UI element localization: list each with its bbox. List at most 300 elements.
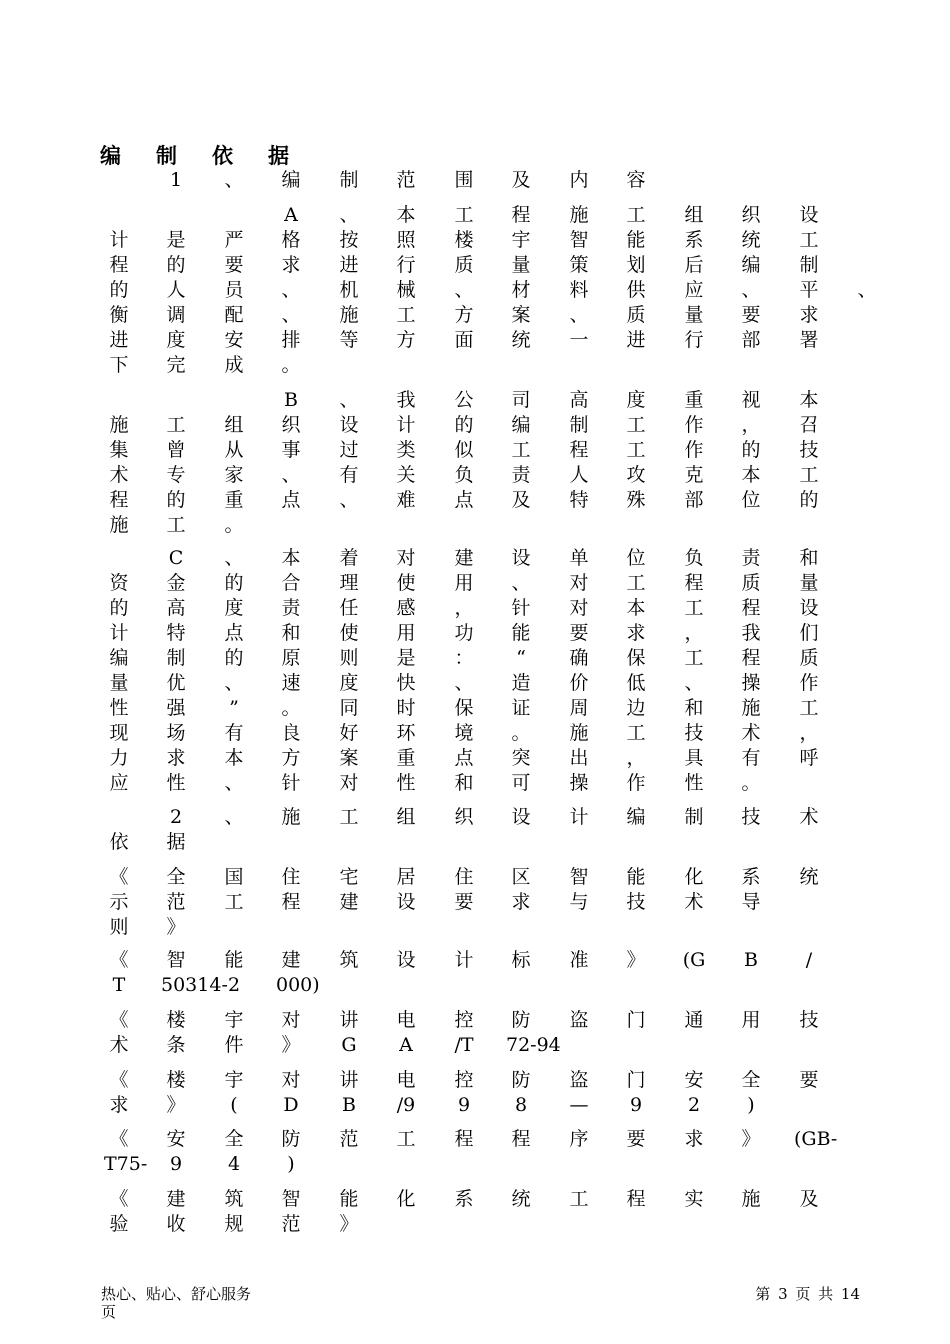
text-glyph: 建 (166, 1188, 186, 1210)
text-glyph: 和 (799, 547, 819, 569)
text-glyph: 专 (166, 464, 186, 486)
text-glyph: 能 (339, 1188, 359, 1210)
text-glyph: 和 (281, 622, 301, 644)
text-glyph: ， (626, 747, 646, 769)
text-glyph: 可 (511, 772, 531, 794)
text-glyph: 料 (569, 279, 589, 301)
text-glyph: 》 (626, 949, 646, 971)
text-glyph: 要 (569, 622, 589, 644)
text-glyph: 程 (569, 439, 589, 461)
text-glyph: 求 (109, 1094, 129, 1116)
text-glyph: 。 (224, 514, 244, 536)
text-glyph: /9 (396, 1094, 416, 1116)
text-glyph: 统 (511, 329, 531, 351)
text-glyph: 电 (396, 1069, 416, 1091)
text-glyph: 量 (511, 254, 531, 276)
text-glyph: 、 (684, 672, 704, 694)
text-glyph: 工 (626, 204, 646, 226)
text-glyph: 术 (741, 722, 761, 744)
text-glyph: 、 (281, 279, 301, 301)
text-glyph: 、 (281, 304, 301, 326)
text-glyph: 楼 (166, 1009, 186, 1031)
text-glyph: 《 (109, 1069, 129, 1091)
text-glyph: 示 (109, 891, 129, 913)
text-glyph: 量 (799, 572, 819, 594)
text-glyph: 工 (396, 304, 416, 326)
text-glyph: 、 (224, 169, 244, 191)
text-glyph: 防 (281, 1128, 301, 1150)
text-glyph: 针 (281, 772, 301, 794)
text-glyph: 对 (281, 1009, 301, 1031)
text-glyph: 编 (626, 806, 646, 828)
text-glyph: 有 (741, 747, 761, 769)
text-glyph: 则 (109, 916, 129, 938)
text-glyph: 资 (109, 572, 129, 594)
text-glyph: 2 (169, 806, 183, 828)
text-glyph: 性 (396, 772, 416, 794)
text-glyph: 、 (281, 464, 301, 486)
text-line (0, 771, 950, 796)
text-glyph: 度 (224, 597, 244, 619)
text-glyph: 序 (569, 1128, 589, 1150)
text-line (0, 805, 950, 830)
text-glyph: 低 (626, 672, 646, 694)
text-glyph: 完 (166, 354, 186, 376)
text-glyph: A (399, 1034, 413, 1056)
text-glyph: 验 (109, 1213, 129, 1235)
text-glyph: ” (229, 697, 239, 719)
text-glyph: 出 (569, 747, 589, 769)
text-glyph: (G (682, 949, 706, 971)
text-glyph: 时 (396, 697, 416, 719)
text-glyph: 容 (626, 169, 646, 191)
text-glyph: 统 (799, 866, 819, 888)
text-glyph: 、 (339, 204, 359, 226)
text-glyph: 格 (281, 229, 301, 251)
text-glyph: 边 (626, 697, 646, 719)
text-glyph: 负 (684, 547, 704, 569)
text-glyph: 4 (227, 1153, 241, 1175)
text-glyph: 求 (626, 622, 646, 644)
text-glyph: 后 (684, 254, 704, 276)
text-glyph: 位 (741, 489, 761, 511)
text-glyph: 方 (396, 329, 416, 351)
text-glyph: 事 (281, 439, 301, 461)
text-glyph: 责 (511, 464, 531, 486)
text-glyph: 智 (569, 866, 589, 888)
text-glyph: 视 (741, 389, 761, 411)
text-glyph: 成 (224, 354, 244, 376)
text-line (0, 388, 950, 413)
text-line (0, 915, 950, 940)
text-glyph: 家 (224, 464, 244, 486)
text-glyph: 操 (741, 672, 761, 694)
text-glyph: 们 (799, 622, 819, 644)
text-line (0, 513, 950, 538)
text-glyph: 我 (741, 622, 761, 644)
text-glyph: 作 (684, 414, 704, 436)
text-line (0, 571, 950, 596)
text-glyph: 楼 (166, 1069, 186, 1091)
text-glyph: 工 (166, 514, 186, 536)
text-glyph: 区 (511, 866, 531, 888)
text-glyph: 织 (454, 806, 474, 828)
text-glyph: 施 (339, 304, 359, 326)
text-glyph: 重 (396, 747, 416, 769)
text-glyph: 案 (511, 304, 531, 326)
text-glyph: 的 (224, 647, 244, 669)
text-glyph: 、 (224, 672, 244, 694)
text-glyph: 要 (626, 1128, 646, 1150)
text-glyph: 技 (741, 806, 761, 828)
text-glyph: 施 (741, 1188, 761, 1210)
text-glyph: 1 (169, 169, 183, 191)
text-glyph: 殊 (626, 489, 646, 511)
text-glyph: 计 (109, 622, 129, 644)
text-glyph: 编 (109, 647, 129, 669)
text-glyph: 全 (224, 1128, 244, 1150)
text-glyph: 用 (396, 622, 416, 644)
text-glyph: 负 (454, 464, 474, 486)
text-glyph: 针 (511, 597, 531, 619)
text-glyph: ， (684, 622, 704, 644)
text-glyph: 宇 (224, 1069, 244, 1091)
text-glyph: 排 (281, 329, 301, 351)
text-glyph: 施 (569, 204, 589, 226)
text-glyph: 组 (224, 414, 244, 436)
text-glyph: 性 (684, 772, 704, 794)
text-glyph: 据 (166, 831, 186, 853)
text-glyph: 编 (281, 169, 301, 191)
text-line (0, 253, 950, 278)
text-glyph: 。 (281, 697, 301, 719)
text-glyph: 和 (454, 772, 474, 794)
text-line (0, 1068, 950, 1093)
text-glyph: 集 (109, 439, 129, 461)
text-line (0, 328, 950, 353)
text-glyph: 50314- (161, 974, 228, 996)
text-glyph: 好 (339, 722, 359, 744)
text-glyph: 化 (396, 1188, 416, 1210)
text-glyph: 居 (396, 866, 416, 888)
text-glyph: 、 (857, 279, 877, 301)
text-glyph: 的 (109, 597, 129, 619)
text-glyph: 应 (109, 772, 129, 794)
text-glyph: 求 (799, 304, 819, 326)
text-glyph: 2 (687, 1094, 701, 1116)
text-glyph: 位 (626, 547, 646, 569)
text-glyph: 部 (741, 329, 761, 351)
text-glyph: 按 (339, 229, 359, 251)
text-glyph: 通 (684, 1009, 704, 1031)
text-glyph: 照 (396, 229, 416, 251)
text-glyph: 盗 (569, 1009, 589, 1031)
text-glyph: 本 (281, 547, 301, 569)
text-glyph: 9 (169, 1153, 183, 1175)
text-glyph: 面 (454, 329, 474, 351)
text-glyph: 程 (109, 254, 129, 276)
text-glyph: 机 (339, 279, 359, 301)
text-glyph: 要 (799, 1069, 819, 1091)
text-glyph: 价 (569, 672, 589, 694)
text-glyph: 防 (511, 1009, 531, 1031)
text-glyph: 性 (166, 772, 186, 794)
text-glyph: 安 (224, 329, 244, 351)
text-glyph: 特 (166, 622, 186, 644)
text-glyph: 讲 (339, 1009, 359, 1031)
text-glyph: 、 (511, 572, 531, 594)
text-glyph: 8 (514, 1094, 528, 1116)
text-glyph: 工 (684, 647, 704, 669)
text-line (0, 1187, 950, 1212)
text-line (0, 278, 950, 303)
text-glyph: 点 (224, 622, 244, 644)
text-glyph: 划 (626, 254, 646, 276)
text-glyph: 重 (224, 489, 244, 511)
text-glyph: 要 (454, 891, 474, 913)
text-line (0, 303, 950, 328)
text-glyph: 《 (109, 866, 129, 888)
text-glyph: 国 (224, 866, 244, 888)
text-line (0, 621, 950, 646)
text-glyph: 》 (281, 1034, 301, 1056)
text-glyph: 工 (799, 229, 819, 251)
text-glyph: 。 (741, 772, 761, 794)
text-glyph: 速 (281, 672, 301, 694)
text-glyph: 策 (569, 254, 589, 276)
text-glyph: 证 (511, 697, 531, 719)
text-glyph: 楼 (454, 229, 474, 251)
text-glyph: 技 (626, 891, 646, 913)
text-glyph: 着 (339, 547, 359, 569)
text-glyph: 安 (166, 1128, 186, 1150)
text-glyph: 高 (569, 389, 589, 411)
text-glyph: 高 (166, 597, 186, 619)
text-glyph: 有 (339, 464, 359, 486)
text-glyph: 衡 (109, 304, 129, 326)
text-line (0, 1152, 950, 1177)
text-glyph: 统 (741, 229, 761, 251)
text-glyph: B (744, 949, 758, 971)
text-glyph: 智 (281, 1188, 301, 1210)
text-glyph: 设 (396, 949, 416, 971)
text-glyph: 收 (166, 1213, 186, 1235)
section-heading: 编制依据 (100, 143, 324, 168)
text-glyph: 全 (741, 1069, 761, 1091)
text-glyph: 施 (109, 514, 129, 536)
text-glyph: 化 (684, 866, 704, 888)
text-glyph: 行 (684, 329, 704, 351)
text-glyph: 编 (511, 414, 531, 436)
text-glyph: 建 (339, 891, 359, 913)
text-glyph: 攻 (626, 464, 646, 486)
text-glyph: 计 (396, 414, 416, 436)
text-glyph: 计 (454, 949, 474, 971)
text-glyph: 同 (339, 697, 359, 719)
text-glyph: 的 (799, 489, 819, 511)
text-glyph: 点 (454, 747, 474, 769)
text-glyph: 司 (511, 389, 531, 411)
text-glyph: 、 (224, 806, 244, 828)
text-glyph: 进 (109, 329, 129, 351)
text-glyph: 系 (684, 229, 704, 251)
text-glyph: /T (454, 1034, 474, 1056)
text-glyph: 工 (626, 439, 646, 461)
text-glyph: 确 (569, 647, 589, 669)
text-glyph: 对 (281, 1069, 301, 1091)
text-line (0, 546, 950, 571)
text-line (0, 228, 950, 253)
text-glyph: 是 (396, 647, 416, 669)
text-glyph: 工 (626, 722, 646, 744)
text-glyph: 要 (741, 304, 761, 326)
text-glyph: 难 (396, 489, 416, 511)
text-glyph: 安 (684, 1069, 704, 1091)
text-glyph: 的 (166, 489, 186, 511)
text-glyph: 技 (684, 722, 704, 744)
text-glyph: 程 (626, 1188, 646, 1210)
text-glyph: 组 (396, 806, 416, 828)
text-glyph: 技 (799, 1009, 819, 1031)
text-line (0, 488, 950, 513)
text-glyph: 工 (339, 806, 359, 828)
text-glyph: 和 (684, 697, 704, 719)
text-glyph: 与 (569, 891, 589, 913)
text-glyph: 住 (281, 866, 301, 888)
text-glyph: 及 (799, 1188, 819, 1210)
text-glyph: 原 (281, 647, 301, 669)
text-glyph: 突 (511, 747, 531, 769)
text-glyph: 方 (454, 304, 474, 326)
text-line (0, 463, 950, 488)
text-glyph: 施 (281, 806, 301, 828)
text-line (0, 671, 950, 696)
text-glyph: 作 (684, 439, 704, 461)
text-glyph: 特 (569, 489, 589, 511)
page-number: 第 3 页 共 14 (755, 1285, 860, 1303)
text-glyph: 用 (454, 572, 474, 594)
text-glyph: 范 (396, 169, 416, 191)
text-glyph: 呼 (799, 747, 819, 769)
text-glyph: 本 (396, 204, 416, 226)
text-glyph: 应 (684, 279, 704, 301)
text-glyph: 强 (166, 697, 186, 719)
text-glyph: 保 (454, 697, 474, 719)
text-glyph: 周 (569, 697, 589, 719)
text-glyph: 术 (799, 806, 819, 828)
text-glyph: 的 (741, 439, 761, 461)
text-glyph: 9 (629, 1094, 643, 1116)
text-glyph: 术 (109, 464, 129, 486)
text-glyph: 、 (224, 547, 244, 569)
text-glyph: 重 (684, 389, 704, 411)
text-glyph: 力 (109, 747, 129, 769)
text-glyph: 施 (569, 722, 589, 744)
text-line (0, 696, 950, 721)
text-glyph: 设 (511, 547, 531, 569)
footer-slogan-continuation: 页 (101, 1303, 117, 1321)
text-glyph: 本 (224, 747, 244, 769)
text-glyph: 、 (339, 389, 359, 411)
text-glyph: 制 (684, 806, 704, 828)
text-glyph: 作 (626, 772, 646, 794)
text-glyph: 责 (741, 547, 761, 569)
text-glyph: 设 (799, 597, 819, 619)
text-glyph: 案 (339, 747, 359, 769)
text-glyph: 程 (741, 597, 761, 619)
text-glyph: 条 (166, 1034, 186, 1056)
text-glyph: 性 (109, 697, 129, 719)
text-glyph: 保 (626, 647, 646, 669)
text-glyph: T75- (104, 1153, 148, 1175)
text-line (0, 203, 950, 228)
text-glyph: 现 (109, 722, 129, 744)
text-glyph: 》 (741, 1128, 761, 1150)
text-glyph: 内 (569, 169, 589, 191)
text-glyph: 《 (109, 949, 129, 971)
text-glyph: 工 (454, 204, 474, 226)
text-line (0, 596, 950, 621)
text-glyph: 系 (454, 1188, 474, 1210)
text-glyph: 编 (741, 254, 761, 276)
text-glyph: 门 (626, 1009, 646, 1031)
text-glyph: 本 (626, 597, 646, 619)
text-glyph: T (112, 974, 126, 996)
text-glyph: 、 (741, 279, 761, 301)
text-glyph: 工 (511, 439, 531, 461)
text-glyph: 量 (109, 672, 129, 694)
text-glyph: 进 (339, 254, 359, 276)
text-glyph: 2 (227, 974, 241, 996)
text-glyph: 优 (166, 672, 186, 694)
text-glyph: 建 (281, 949, 301, 971)
text-glyph: 有 (224, 722, 244, 744)
text-glyph: 责 (281, 597, 301, 619)
text-glyph: 单 (569, 547, 589, 569)
text-glyph: 工 (799, 697, 819, 719)
text-glyph: 一 (569, 329, 589, 351)
text-line (0, 1127, 950, 1152)
text-glyph: 。 (281, 354, 301, 376)
text-glyph: 从 (224, 439, 244, 461)
text-glyph: 工 (626, 414, 646, 436)
text-glyph: 行 (396, 254, 416, 276)
text-glyph: 设 (799, 204, 819, 226)
text-glyph: 似 (454, 439, 474, 461)
text-glyph: 对 (569, 597, 589, 619)
text-glyph: 度 (339, 672, 359, 694)
text-glyph: / (805, 949, 813, 971)
text-glyph: 程 (454, 1128, 474, 1150)
text-glyph: 则 (339, 647, 359, 669)
text-glyph: 能 (626, 229, 646, 251)
text-glyph: 筑 (339, 949, 359, 971)
text-glyph: 调 (166, 304, 186, 326)
text-glyph: 关 (396, 464, 416, 486)
text-glyph: 质 (626, 304, 646, 326)
text-glyph: 程 (684, 572, 704, 594)
text-line (0, 438, 950, 463)
text-line (0, 948, 950, 973)
text-glyph: 工 (224, 891, 244, 913)
text-glyph: 的 (224, 572, 244, 594)
text-glyph: 导 (741, 891, 761, 913)
text-glyph: D (283, 1094, 299, 1116)
text-glyph: A (284, 204, 298, 226)
text-glyph: 人 (569, 464, 589, 486)
text-glyph: 程 (109, 489, 129, 511)
text-glyph: 工 (166, 414, 186, 436)
